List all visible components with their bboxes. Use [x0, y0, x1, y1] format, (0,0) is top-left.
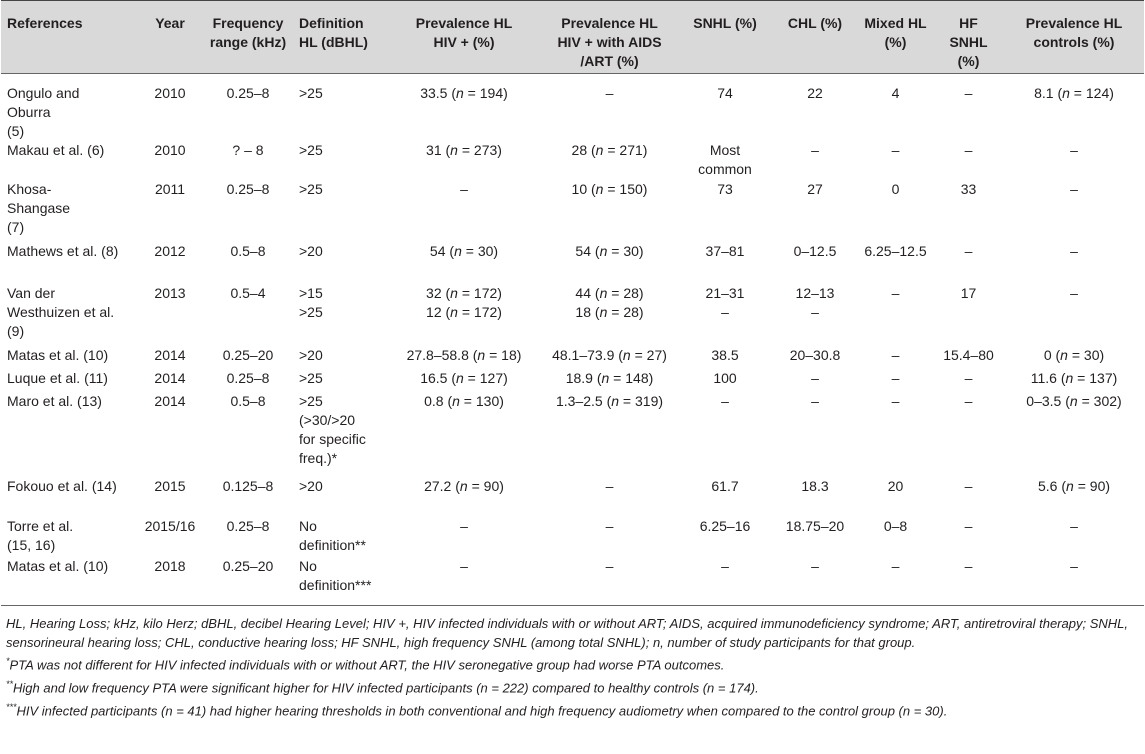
reference-cell: Ongulo and Oburra (5)	[7, 85, 80, 139]
controls-cell: –	[1070, 243, 1078, 259]
mixed-hl-cell: –	[891, 393, 900, 409]
reference-cell: Fokouo et al. (14)	[7, 478, 117, 494]
year-cell: 2010	[154, 85, 186, 101]
mixed-hl-cell: 6.25–12.5	[864, 243, 927, 259]
snhl-cell: 73	[717, 181, 733, 197]
controls-cell: 0–3.5 (n = 302)	[1026, 393, 1122, 409]
mixed-hl-cell: 4	[891, 85, 900, 101]
snhl-cell: –	[721, 393, 729, 409]
citation-link[interactable]: (10)	[83, 347, 109, 363]
snhl-cell: Most common	[698, 142, 752, 177]
col-header: References	[1, 1, 137, 74]
snhl-cell: 21–31 –	[705, 285, 745, 320]
hf-snhl-cell: 17	[960, 285, 977, 301]
controls-cell: 0 (n = 30)	[1043, 347, 1105, 363]
frequency-cell: 0.125–8	[222, 478, 274, 494]
year-cell: 2014	[154, 347, 186, 363]
snhl-cell: 74	[717, 85, 733, 101]
frequency-cell: 0.25–8	[226, 518, 270, 534]
reference-cell: Luque et al. (11)	[7, 370, 108, 386]
col-header: Frequency range (kHz)	[203, 1, 293, 74]
frequency-cell: 0.5–8	[230, 243, 266, 259]
hf-snhl-cell: 15.4–80	[943, 347, 994, 363]
chl-cell: 22	[807, 85, 823, 101]
table-row	[1, 284, 1144, 346]
hf-snhl-cell: –	[964, 478, 973, 494]
col-header: HF SNHL (%)	[933, 1, 1004, 74]
chl-cell: –	[811, 558, 819, 574]
hf-snhl-cell: –	[964, 518, 973, 534]
frequency-cell: 0.25–8	[226, 181, 270, 197]
definition-cell: >20	[299, 243, 323, 259]
reference-cell: Mathews et al. (8)	[7, 243, 119, 259]
col-header: Mixed HL (%)	[858, 1, 933, 74]
reference-cell: Matas et al. (10)	[7, 347, 109, 363]
snhl-cell: 38.5	[711, 347, 739, 363]
prevalence-aids-cell: 28 (n = 271)	[571, 142, 648, 158]
definition-cell: >25 (>30/>20 for specific freq.)*	[299, 393, 366, 466]
hearing-loss-table	[1, 0, 1144, 601]
col-header: Definition HL (dBHL)	[293, 1, 387, 74]
frequency-cell: 0.25–8	[226, 370, 270, 386]
prevalence-hiv-cell: 27.2 (n = 90)	[424, 478, 504, 494]
year-cell: 2018	[154, 558, 186, 574]
reference-cell: Torre et al. (15, 16)	[7, 518, 74, 553]
controls-cell: –	[1070, 285, 1078, 301]
prevalence-aids-cell: 54 (n = 30)	[575, 243, 644, 259]
hf-snhl-cell: –	[964, 85, 973, 101]
prevalence-hiv-cell: 27.8–58.8 (n = 18)	[406, 347, 522, 363]
prevalence-hiv-cell: –	[460, 558, 468, 574]
prevalence-hiv-cell: –	[460, 518, 468, 534]
table-row	[1, 180, 1144, 242]
definition-cell: >20	[299, 478, 323, 494]
prevalence-hiv-cell: 0.8 (n = 130)	[424, 393, 504, 409]
prevalence-hiv-cell: 54 (n = 30)	[429, 243, 499, 259]
citation-link[interactable]: (15, 16)	[7, 537, 56, 553]
controls-cell: 8.1 (n = 124)	[1034, 85, 1114, 101]
definition-cell: No definition**	[299, 518, 366, 553]
definition-cell: >15 >25	[299, 285, 323, 320]
frequency-cell: ? – 8	[232, 142, 264, 158]
chl-cell: 0–12.5	[793, 243, 837, 259]
prevalence-aids-cell: –	[605, 478, 614, 494]
prevalence-hiv-cell: 33.5 (n = 194)	[420, 85, 508, 101]
year-cell: 2015/16	[144, 518, 196, 534]
citation-link[interactable]: (13)	[77, 393, 102, 409]
chl-cell: 18.75–20	[785, 518, 845, 534]
year-cell: 2013	[154, 285, 186, 301]
table-body	[1, 74, 1144, 602]
prevalence-aids-cell: 10 (n = 150)	[571, 181, 648, 197]
frequency-cell: 0.5–4	[230, 285, 266, 301]
hf-snhl-cell: –	[964, 243, 973, 259]
chl-cell: 12–13 –	[795, 285, 835, 320]
year-cell: 2014	[154, 370, 186, 386]
col-header: Prevalence HL HIV + with AIDS /ART (%)	[541, 1, 678, 74]
mixed-hl-cell: –	[891, 558, 900, 574]
prevalence-hiv-cell: 31 (n = 273)	[426, 142, 502, 158]
citation-link[interactable]: (14)	[91, 478, 117, 494]
definition-cell: >20	[299, 347, 323, 363]
controls-cell: –	[1070, 181, 1078, 197]
controls-cell: –	[1070, 558, 1078, 574]
prevalence-aids-cell: 18.9 (n = 148)	[565, 370, 654, 386]
reference-cell: Khosa- Shangase (7)	[7, 181, 71, 235]
prevalence-aids-cell: –	[605, 85, 614, 101]
chl-cell: 20–30.8	[789, 347, 841, 363]
table-row	[1, 242, 1144, 284]
citation-link[interactable]: (7)	[7, 219, 25, 235]
citation-link[interactable]: (5)	[7, 123, 25, 139]
table-row	[1, 369, 1144, 392]
table-row	[1, 74, 1144, 142]
year-cell: 2011	[154, 181, 186, 197]
hf-snhl-cell: –	[964, 142, 973, 158]
prevalence-aids-cell: 44 (n = 28) 18 (n = 28)	[575, 285, 644, 320]
mixed-hl-cell: –	[891, 142, 900, 158]
col-header: Prevalence HL HIV + (%)	[387, 1, 541, 74]
citation-link[interactable]: (8)	[101, 243, 119, 259]
year-cell: 2015	[154, 478, 186, 494]
controls-cell: 5.6 (n = 90)	[1037, 478, 1111, 494]
footnote-3: ***HIV infected participants (n = 41) had higher hearing thresholds in both conventional and high frequency audiometry when compared to the control group (n = 30).	[6, 702, 948, 719]
citation-link[interactable]: (11)	[84, 370, 108, 386]
prevalence-hiv-cell: 32 (n = 172) 12 (n = 172)	[426, 285, 502, 320]
mixed-hl-cell: 20	[887, 478, 904, 494]
col-header: Prevalence HL controls (%)	[1004, 1, 1144, 74]
controls-cell: –	[1070, 142, 1078, 158]
controls-cell: –	[1070, 518, 1078, 534]
reference-cell: Makau et al. (6)	[7, 142, 105, 158]
prevalence-aids-cell: 1.3–2.5 (n = 319)	[555, 393, 664, 409]
hf-snhl-cell: –	[964, 393, 973, 409]
col-header: CHL (%)	[772, 1, 858, 74]
hf-snhl-cell: –	[964, 370, 973, 386]
definition-cell: >25	[299, 370, 323, 386]
snhl-cell: –	[721, 558, 729, 574]
year-cell: 2012	[154, 243, 186, 259]
footnote-1: *PTA was not different for HIV infected individuals with or without ART, the HIV seronegative group had worse PTA outcomes.	[6, 656, 725, 673]
table-header-row	[1, 1, 1144, 74]
mixed-hl-cell: 0	[891, 181, 900, 197]
reference-cell: Maro et al. (13)	[7, 393, 102, 409]
table-row	[1, 477, 1144, 517]
citation-link[interactable]: (6)	[87, 142, 105, 158]
chl-cell: 27	[807, 181, 823, 197]
definition-cell: >25	[299, 85, 323, 101]
chl-cell: –	[811, 370, 819, 386]
table-row	[1, 557, 1144, 601]
hf-snhl-cell: –	[964, 558, 973, 574]
definition-cell: >25	[299, 142, 323, 158]
chl-cell: –	[811, 142, 819, 158]
prevalence-aids-cell: –	[605, 558, 614, 574]
controls-cell: 11.6 (n = 137)	[1030, 370, 1118, 386]
year-cell: 2010	[154, 142, 186, 158]
citation-link[interactable]: (9)	[7, 323, 25, 339]
table-footnotes	[0, 615, 1145, 721]
table-bottom-rule	[1, 605, 1144, 606]
table-row	[1, 346, 1144, 369]
year-cell: 2014	[154, 393, 186, 409]
reference-cell: Matas et al. (10)	[7, 558, 109, 574]
footnote-abbreviations: HL, Hearing Loss; kHz, kilo Herz; dBHL, decibel Hearing Level; HIV +, HIV infected individuals with or without ART; AIDS, acquired immunodeficiency syndrome; ART, antiretroviral therapy; SNHL, sensorineural hearing loss; CHL, conductive hearing loss; HF SNHL, high frequency SNHL (among total SNHL); n, number of study participants for that group.	[6, 616, 1128, 650]
citation-link[interactable]: (10)	[83, 558, 109, 574]
footnote-2: **High and low frequency PTA were significant higher for HIV infected participants (n = 222) compared to healthy controls (n = 174).	[6, 679, 759, 696]
col-header: SNHL (%)	[678, 1, 772, 74]
chl-cell: –	[811, 393, 819, 409]
mixed-hl-cell: –	[891, 285, 900, 301]
table-row	[1, 392, 1144, 477]
table-row	[1, 141, 1144, 180]
prevalence-hiv-cell: –	[460, 181, 468, 197]
definition-cell: >25	[299, 181, 323, 197]
table-row	[1, 517, 1144, 557]
chl-cell: 18.3	[801, 478, 829, 494]
snhl-cell: 100	[713, 370, 737, 386]
snhl-cell: 61.7	[711, 478, 739, 494]
definition-cell: No definition***	[299, 558, 372, 593]
snhl-cell: 6.25–16	[699, 518, 751, 534]
mixed-hl-cell: –	[891, 370, 900, 386]
prevalence-aids-cell: –	[605, 518, 614, 534]
frequency-cell: 0.25–8	[226, 85, 270, 101]
snhl-cell: 37–81	[705, 243, 745, 259]
prevalence-hiv-cell: 16.5 (n = 127)	[420, 370, 508, 386]
reference-cell: Van der Westhuizen et al. (9)	[7, 285, 115, 339]
prevalence-aids-cell: 48.1–73.9 (n = 27)	[552, 347, 667, 363]
col-header: Year	[137, 1, 203, 74]
frequency-cell: 0.25–20	[222, 347, 274, 363]
mixed-hl-cell: –	[891, 347, 900, 363]
frequency-cell: 0.5–8	[230, 393, 266, 409]
mixed-hl-cell: 0–8	[883, 518, 908, 534]
hf-snhl-cell: 33	[960, 181, 977, 197]
frequency-cell: 0.25–20	[222, 558, 274, 574]
